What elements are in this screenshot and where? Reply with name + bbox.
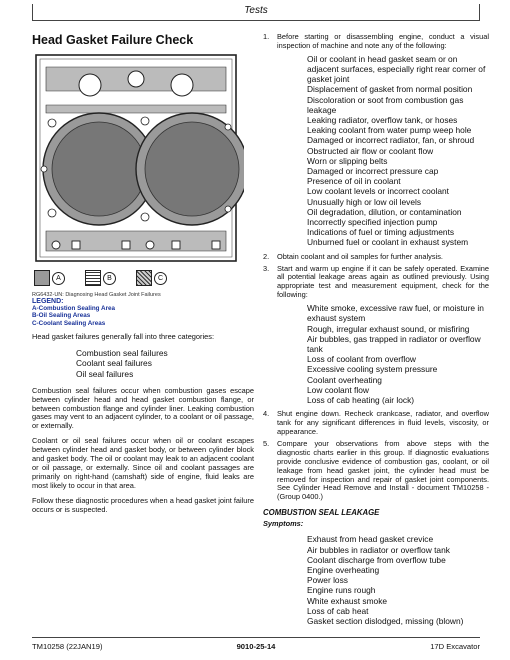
check-item: Low coolant levels or incorrect coolant [307,186,449,197]
check-item: Leaking radiator, overflow tank, or hoses [307,115,458,126]
check-item: Coolant overheating [307,374,382,385]
check-item: Loss of cab heating (air lock) [307,395,415,406]
page-number: 9010-25-14 [236,642,276,651]
symptom-item: Exhaust from head gasket crevice [307,534,434,545]
head-gasket-illustration [32,53,244,263]
check-item: White smoke, excessive raw fuel, or moisture in exhaust system [307,303,484,324]
intro-text: Head gasket failures generally fall into three categories: [32,332,214,342]
check-item: Low coolant flow [307,384,369,395]
check-item: Indications of fuel or timing adjustments [307,227,455,238]
step-5: 5. Compare your observations from above steps with the diagnostic charts earlier in this group. If diagnostic evaluations provide conclusive evidence of combustion gas, coolant, or oil leakage from head gasket joint, the cylinder head must be removed for inspection and repair of gasket joint components. See Cylinder Head Remove and Install - document TM10258 - (Group 0400.) [263,438,489,502]
step-1: 1. Before starting or disassembling engine, conduct a visual inspection of machine and note any of the following: [263,32,489,50]
section-heading: COMBUSTION SEAL LEAKAGE [263,508,380,518]
symptom-item: Power loss [307,575,348,586]
figure-caption: RG6432-UN: Diagnosing Head Gasket Joint Failures [32,292,161,298]
step-4: 4. Shut engine down. Recheck crankcase, radiator, and overflow tank for any significant differences in fluid levels, viscosity, or appearance. [263,409,489,437]
check-item: Air bubbles, gas trapped in radiator or overflow tank [307,333,481,355]
swatch-a: A [34,270,65,286]
symptom-item: Air bubbles in radiator or overflow tank [307,544,450,555]
symptom-list [263,534,489,626]
legend-title: LEGEND: [32,298,64,305]
machine-model: 17D Excavator [430,642,480,651]
left-column [32,33,254,515]
legend-item: C-Coolant Sealing Areas [32,319,106,327]
legend-item: B-Oil Sealing Areas [32,312,91,320]
page-header [32,4,480,18]
symptom-item: Loss of cab heat [307,605,369,616]
checklist-1 [263,54,489,248]
check-item: Discoloration or soot from combustion gas leakage [307,94,464,115]
check-item: Obstructed air flow or coolant flow [307,145,434,156]
page-title: Head Gasket Failure Check [32,33,194,47]
check-item: Loss of coolant from overflow [307,354,416,365]
check-item: Leaking coolant from water pump weep hole [307,125,472,136]
check-item: Oil degradation, dilution, or contamination [307,206,462,217]
symptom-item: White exhaust smoke [307,595,388,606]
doc-id: TM10258 (22JAN19) [32,642,103,651]
check-item: Rough, irregular exhaust sound, or misfiring [307,323,470,334]
check-item: Worn or slipping belts [307,155,388,166]
check-item: Damaged or incorrect pressure cap [307,166,439,177]
swatch-b: B [85,270,116,286]
symptom-item: Gasket section dislodged, missing (blown) [307,615,464,626]
check-item: Incorrectly specified injection pump [307,217,438,228]
category-item: Combustion seal failures [76,348,168,359]
paragraph: Coolant or oil seal failures occur when oil or coolant escapes between cylinder head and gasket body, or between cylinder block and gasket body. The oil or coolant may leak to an adjacent coolant or oil passage, or externally. Since oil and coolant passages are primarily on right-hand (camshaft) side of engine, fluid leaks are most likely to occur in that area. [32,436,254,490]
right-column [263,33,489,626]
checklist-3 [263,303,489,405]
check-item: Displacement of gasket from normal position [307,84,473,95]
symptom-item: Engine runs rough [307,585,376,596]
check-item: Presence of oil in coolant [307,176,401,187]
category-item: Coolant seal failures [76,358,152,369]
step-3: 3. Start and warm up engine if it can be safely operated. Examine all potential leakage areas again as outlined previously. Using appropriate test and measurement equipment, check for the following: [263,263,489,300]
swatch-c: C [136,270,167,286]
legend-item: A-Combustion Sealing Area [32,305,116,312]
paragraph: Combustion seal failures occur when combustion gases escape between cylinder head and head gasket combustion flange, or between combustion flange and cylinder liner. Leaking combustion gases may vent to an adjacent cylinder, to a coolant or oil passage, or externally. [32,385,254,431]
check-item: Damaged or incorrect radiator, fan, or shroud [307,135,475,146]
symptom-item: Engine overheating [307,564,380,575]
section-title: Tests [244,5,268,16]
category-item: Oil seal failures [76,368,134,379]
symptom-item: Coolant discharge from overflow tube [307,554,446,565]
check-item: Excessive cooling system pressure [307,364,438,375]
check-item: Oil or coolant in head gasket seam or on adjacent surfaces, especially right rear corner of gasket joint [307,53,486,85]
check-item: Unburned fuel or coolant in exhaust system [307,237,469,248]
symptoms-label: Symptoms: [263,519,304,529]
check-item: Unusually high or low oil levels [307,196,422,207]
legend-swatches [34,270,254,286]
paragraph: Follow these diagnostic procedures when a head gasket joint failure occurs or is suspected. [32,495,254,514]
step-2: 2. Obtain coolant and oil samples for further analysis. [263,251,443,261]
